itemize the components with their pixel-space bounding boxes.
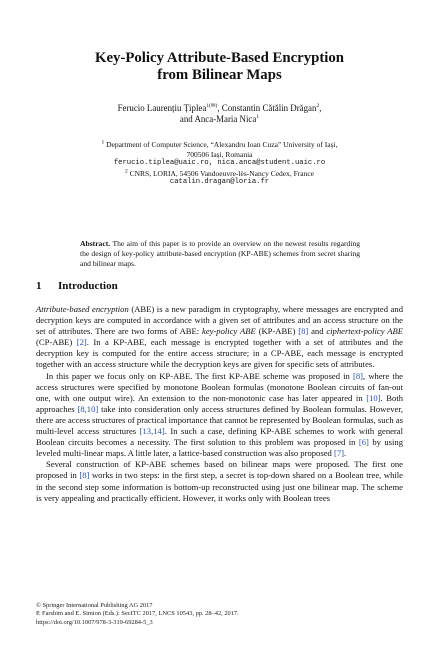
text-span: works in two steps: in the first step, a secret is top-down shared on a Boolean tree, while in the second step some information is bottom-up reconstructed using just one bilinear map. The scheme is very appealing and practically efficient. However, it works only with Boolean trees bbox=[36, 470, 403, 503]
text-span: by using leveled multi-linear maps. A little later, a lattice-based construction was also proposed bbox=[36, 437, 403, 459]
citation-link[interactable]: [7] bbox=[333, 448, 344, 459]
citation-link[interactable]: [8] bbox=[353, 370, 364, 381]
text-span: Several construction of KP-ABE schemes based on bilinear maps were proposed. The first one proposed in bbox=[36, 459, 403, 481]
abstract-label: Abstract. bbox=[80, 239, 111, 248]
paragraph-2 bbox=[36, 371, 403, 460]
author-mark-2: 2 bbox=[316, 103, 320, 110]
citation-link[interactable]: [8] bbox=[79, 470, 90, 481]
body-text bbox=[36, 304, 403, 504]
doi-link[interactable]: https://doi.org/10.1007/978-3-319-69284-5_3 bbox=[36, 618, 153, 626]
citation-link[interactable]: [8,10] bbox=[77, 403, 99, 414]
text-span: (CP-ABE) bbox=[36, 337, 77, 348]
affiliation-1-mark: 1 bbox=[101, 139, 105, 146]
term-cp-abe: ciphertext-policy ABE bbox=[326, 326, 403, 337]
citation-info: P. Farshim and E. Simion (Eds.): SecITC 2017, LNCS 10543, pp. 28–42, 2017. bbox=[36, 610, 239, 618]
term-abe: Attribute-based encryption bbox=[36, 304, 129, 314]
section-number: 1 bbox=[36, 280, 42, 292]
author-name-3: and Anca-Maria Nica bbox=[179, 114, 257, 124]
author-mark-1: 1(✉) bbox=[206, 103, 218, 110]
title-line-1: Key-Policy Attribute-Based Encryption bbox=[94, 50, 345, 66]
affiliation-1-line-2: 700506 Iași, Romania bbox=[186, 149, 253, 159]
citation-link[interactable]: [13,14] bbox=[139, 426, 165, 437]
author-mark-3: 1 bbox=[256, 114, 260, 121]
text-span: In this paper we focus only on KP-ABE. The first KP-ABE scheme was proposed in bbox=[46, 370, 354, 381]
author-separator: , bbox=[319, 103, 322, 113]
affiliation-1 bbox=[40, 140, 399, 150]
citation-link[interactable]: [8] bbox=[298, 326, 309, 337]
title-line-2: from Bilinear Maps bbox=[157, 67, 282, 83]
copyright-notice: © Springer International Publishing AG 2017 bbox=[36, 602, 153, 609]
paragraph-3 bbox=[36, 459, 403, 503]
page-footer bbox=[36, 602, 403, 627]
citation-link[interactable]: [6] bbox=[358, 437, 369, 448]
affiliation-1-emails: ferucio.tiplea@uaic.ro, nica.anca@student.uaic.ro bbox=[113, 159, 326, 168]
paper-title bbox=[40, 50, 399, 84]
citation-link[interactable]: [10] bbox=[366, 392, 381, 403]
affiliation-2-email: catalin.dragan@loria.fr bbox=[169, 178, 270, 187]
abstract-text: The aim of this paper is to provide an overview on the newest results regarding the design of key-policy attribute-based encryption (KP-ABE) schemes from secret sharing and bilinear maps. bbox=[80, 239, 360, 268]
text-span: take into consideration only access structures defined by Boolean formulas. However, there are access structures of practical importance that cannot be represented by Boolean formulas, such as multi-level access structures bbox=[36, 403, 403, 437]
author-list bbox=[40, 103, 399, 125]
affiliation-1-line-1: Department of Computer Science, “Alexandru Ioan Cuza” University of Iași, bbox=[106, 140, 338, 149]
affiliation-2-line-1: CNRS, LORIA, 54506 Vandoeuvre-lès-Nancy Cedex, France bbox=[129, 168, 315, 178]
text-span: and bbox=[308, 326, 327, 337]
author-line-1 bbox=[40, 103, 399, 114]
affiliations bbox=[40, 140, 399, 188]
text-span: (ABE) is a new paradigm in cryptography, where messages are encrypted and decryption keys are computed in accordance with a given set of attributes and an access structure on the set of attributes. There are two forms of ABE: bbox=[36, 304, 403, 337]
text-span: (KP-ABE) bbox=[255, 326, 299, 337]
author-name-2: , Constantin Cătălin Drăgan bbox=[217, 103, 317, 113]
text-span: . In such a case, defining KP-ABE schemes to work with general Boolean circuits becomes a necessity. The first solution to this problem was proposed in bbox=[36, 426, 403, 448]
text-span: . bbox=[344, 448, 347, 459]
citation-link[interactable]: [2] bbox=[76, 337, 87, 348]
text-span: , where the access structures were specified by monotone Boolean formulas (monotone Boolean circuits of fan-out one, with one output wire). An extension to the non-monotonic case has later appeared in bbox=[36, 370, 403, 403]
affiliation-2-mark: 2 bbox=[124, 168, 128, 175]
author-line-2 bbox=[40, 114, 399, 125]
affiliation-2 bbox=[40, 169, 399, 179]
author-name-1: Ferucio Laurențiu Țiplea bbox=[117, 103, 207, 113]
paragraph-1 bbox=[36, 304, 403, 371]
section-title: Introduction bbox=[58, 280, 118, 292]
section-heading bbox=[36, 280, 118, 292]
term-kp-abe: key-policy ABE bbox=[202, 326, 256, 337]
text-span: . Both approaches bbox=[36, 392, 403, 414]
abstract bbox=[80, 239, 360, 269]
text-span: . In a KP-ABE, each message is encrypted together with a set of attributes and the decryption key is computed for the entire access structure; in a CP-ABE, each message is encrypted together with an access structure while the decryption keys are given for specific sets of attributes. bbox=[36, 337, 403, 370]
